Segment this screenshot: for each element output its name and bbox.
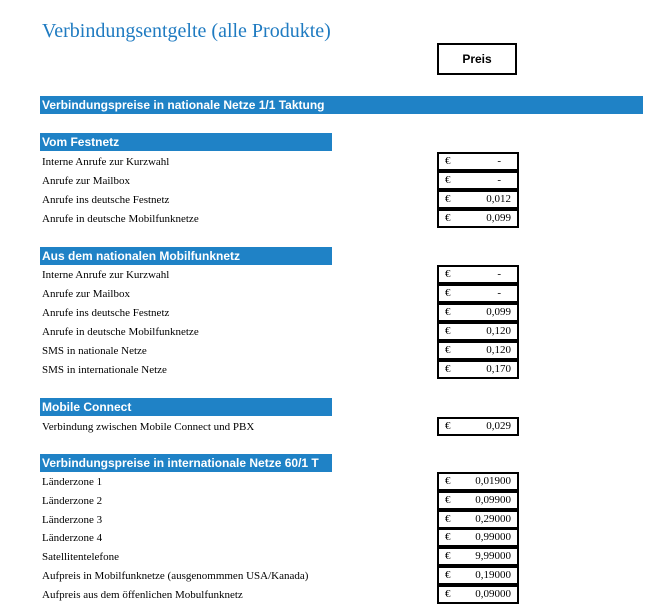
currency-symbol: €: [445, 531, 451, 543]
price-value: 0,012: [486, 193, 511, 205]
price-value: 0,120: [486, 344, 511, 356]
price-value: 0,09000: [475, 588, 511, 600]
currency-symbol: €: [445, 268, 451, 280]
row-label: SMS in nationale Netze: [42, 345, 147, 357]
row-label: Länderzone 3: [42, 514, 103, 526]
currency-symbol: €: [445, 174, 451, 186]
currency-symbol: €: [445, 325, 451, 337]
page-title: Verbindungsentgelte (alle Produkte): [42, 20, 331, 42]
price-cell: [437, 171, 519, 190]
price-cell: [437, 322, 519, 341]
currency-symbol: €: [445, 306, 451, 318]
price-cell: [437, 360, 519, 379]
price-value: 0,01900: [475, 475, 511, 487]
section-heading-mobile-connect: Mobile Connect: [40, 398, 332, 416]
row-label: Interne Anrufe zur Kurzwahl: [42, 269, 170, 281]
price-cell: [437, 491, 519, 510]
price-value: 9,99000: [475, 550, 511, 562]
price-value: -: [497, 174, 501, 186]
row-label: Länderzone 1: [42, 476, 103, 488]
price-value: 0,170: [486, 363, 511, 375]
price-cell: [437, 209, 519, 228]
price-cell: [437, 303, 519, 322]
row-label: Interne Anrufe zur Kurzwahl: [42, 156, 170, 168]
price-cell: [437, 585, 519, 604]
price-value: 0,029: [486, 420, 511, 432]
row-label: Anrufe zur Mailbox: [42, 175, 130, 187]
price-value: 0,099: [486, 306, 511, 318]
row-label: SMS in internationale Netze: [42, 364, 167, 376]
row-label: Länderzone 4: [42, 532, 103, 544]
row-label: Anrufe in deutsche Mobilfunknetze: [42, 326, 199, 338]
currency-symbol: €: [445, 588, 451, 600]
row-label: Anrufe ins deutsche Festnetz: [42, 194, 170, 206]
price-cell: [437, 528, 519, 547]
section-heading-international: Verbindungspreise in internationale Netze 60/1 T: [40, 454, 332, 472]
price-column-header: Preis: [437, 43, 517, 75]
price-cell: [437, 472, 519, 491]
row-label: Aufpreis aus dem öffenlichen Mobulfunknetz: [42, 589, 243, 601]
section-heading-mobilfunk: Aus dem nationalen Mobilfunknetz: [40, 247, 332, 265]
row-label: Länderzone 2: [42, 495, 103, 507]
price-cell: [437, 341, 519, 360]
row-label: Anrufe zur Mailbox: [42, 288, 130, 300]
price-value: 0,99000: [475, 531, 511, 543]
price-cell: [437, 510, 519, 529]
currency-symbol: €: [445, 363, 451, 375]
price-cell: [437, 265, 519, 284]
price-value: 0,19000: [475, 569, 511, 581]
row-label: Verbindung zwischen Mobile Connect und PBX: [42, 421, 255, 433]
row-label: Satellitentelefone: [42, 551, 119, 563]
currency-symbol: €: [445, 513, 451, 525]
price-value: -: [497, 287, 501, 299]
row-label: Aufpreis in Mobilfunknetze (ausgenommmen USA/Kanada): [42, 570, 309, 582]
price-value: 0,120: [486, 325, 511, 337]
section-heading-festnetz: Vom Festnetz: [40, 133, 332, 151]
price-value: 0,099: [486, 212, 511, 224]
price-cell: [437, 417, 519, 436]
row-label: Anrufe in deutsche Mobilfunknetze: [42, 213, 199, 225]
currency-symbol: €: [445, 193, 451, 205]
section-heading-national: Verbindungspreise in nationale Netze 1/1 Taktung: [40, 96, 643, 114]
row-label: Anrufe ins deutsche Festnetz: [42, 307, 170, 319]
currency-symbol: €: [445, 420, 451, 432]
price-cell: [437, 284, 519, 303]
price-cell: [437, 152, 519, 171]
currency-symbol: €: [445, 569, 451, 581]
currency-symbol: €: [445, 212, 451, 224]
currency-symbol: €: [445, 155, 451, 167]
price-value: -: [497, 268, 501, 280]
price-value: 0,09900: [475, 494, 511, 506]
price-cell: [437, 547, 519, 566]
currency-symbol: €: [445, 550, 451, 562]
currency-symbol: €: [445, 475, 451, 487]
price-cell: [437, 566, 519, 585]
currency-symbol: €: [445, 494, 451, 506]
price-value: 0,29000: [475, 513, 511, 525]
price-cell: [437, 190, 519, 209]
price-value: -: [497, 155, 501, 167]
currency-symbol: €: [445, 287, 451, 299]
currency-symbol: €: [445, 344, 451, 356]
